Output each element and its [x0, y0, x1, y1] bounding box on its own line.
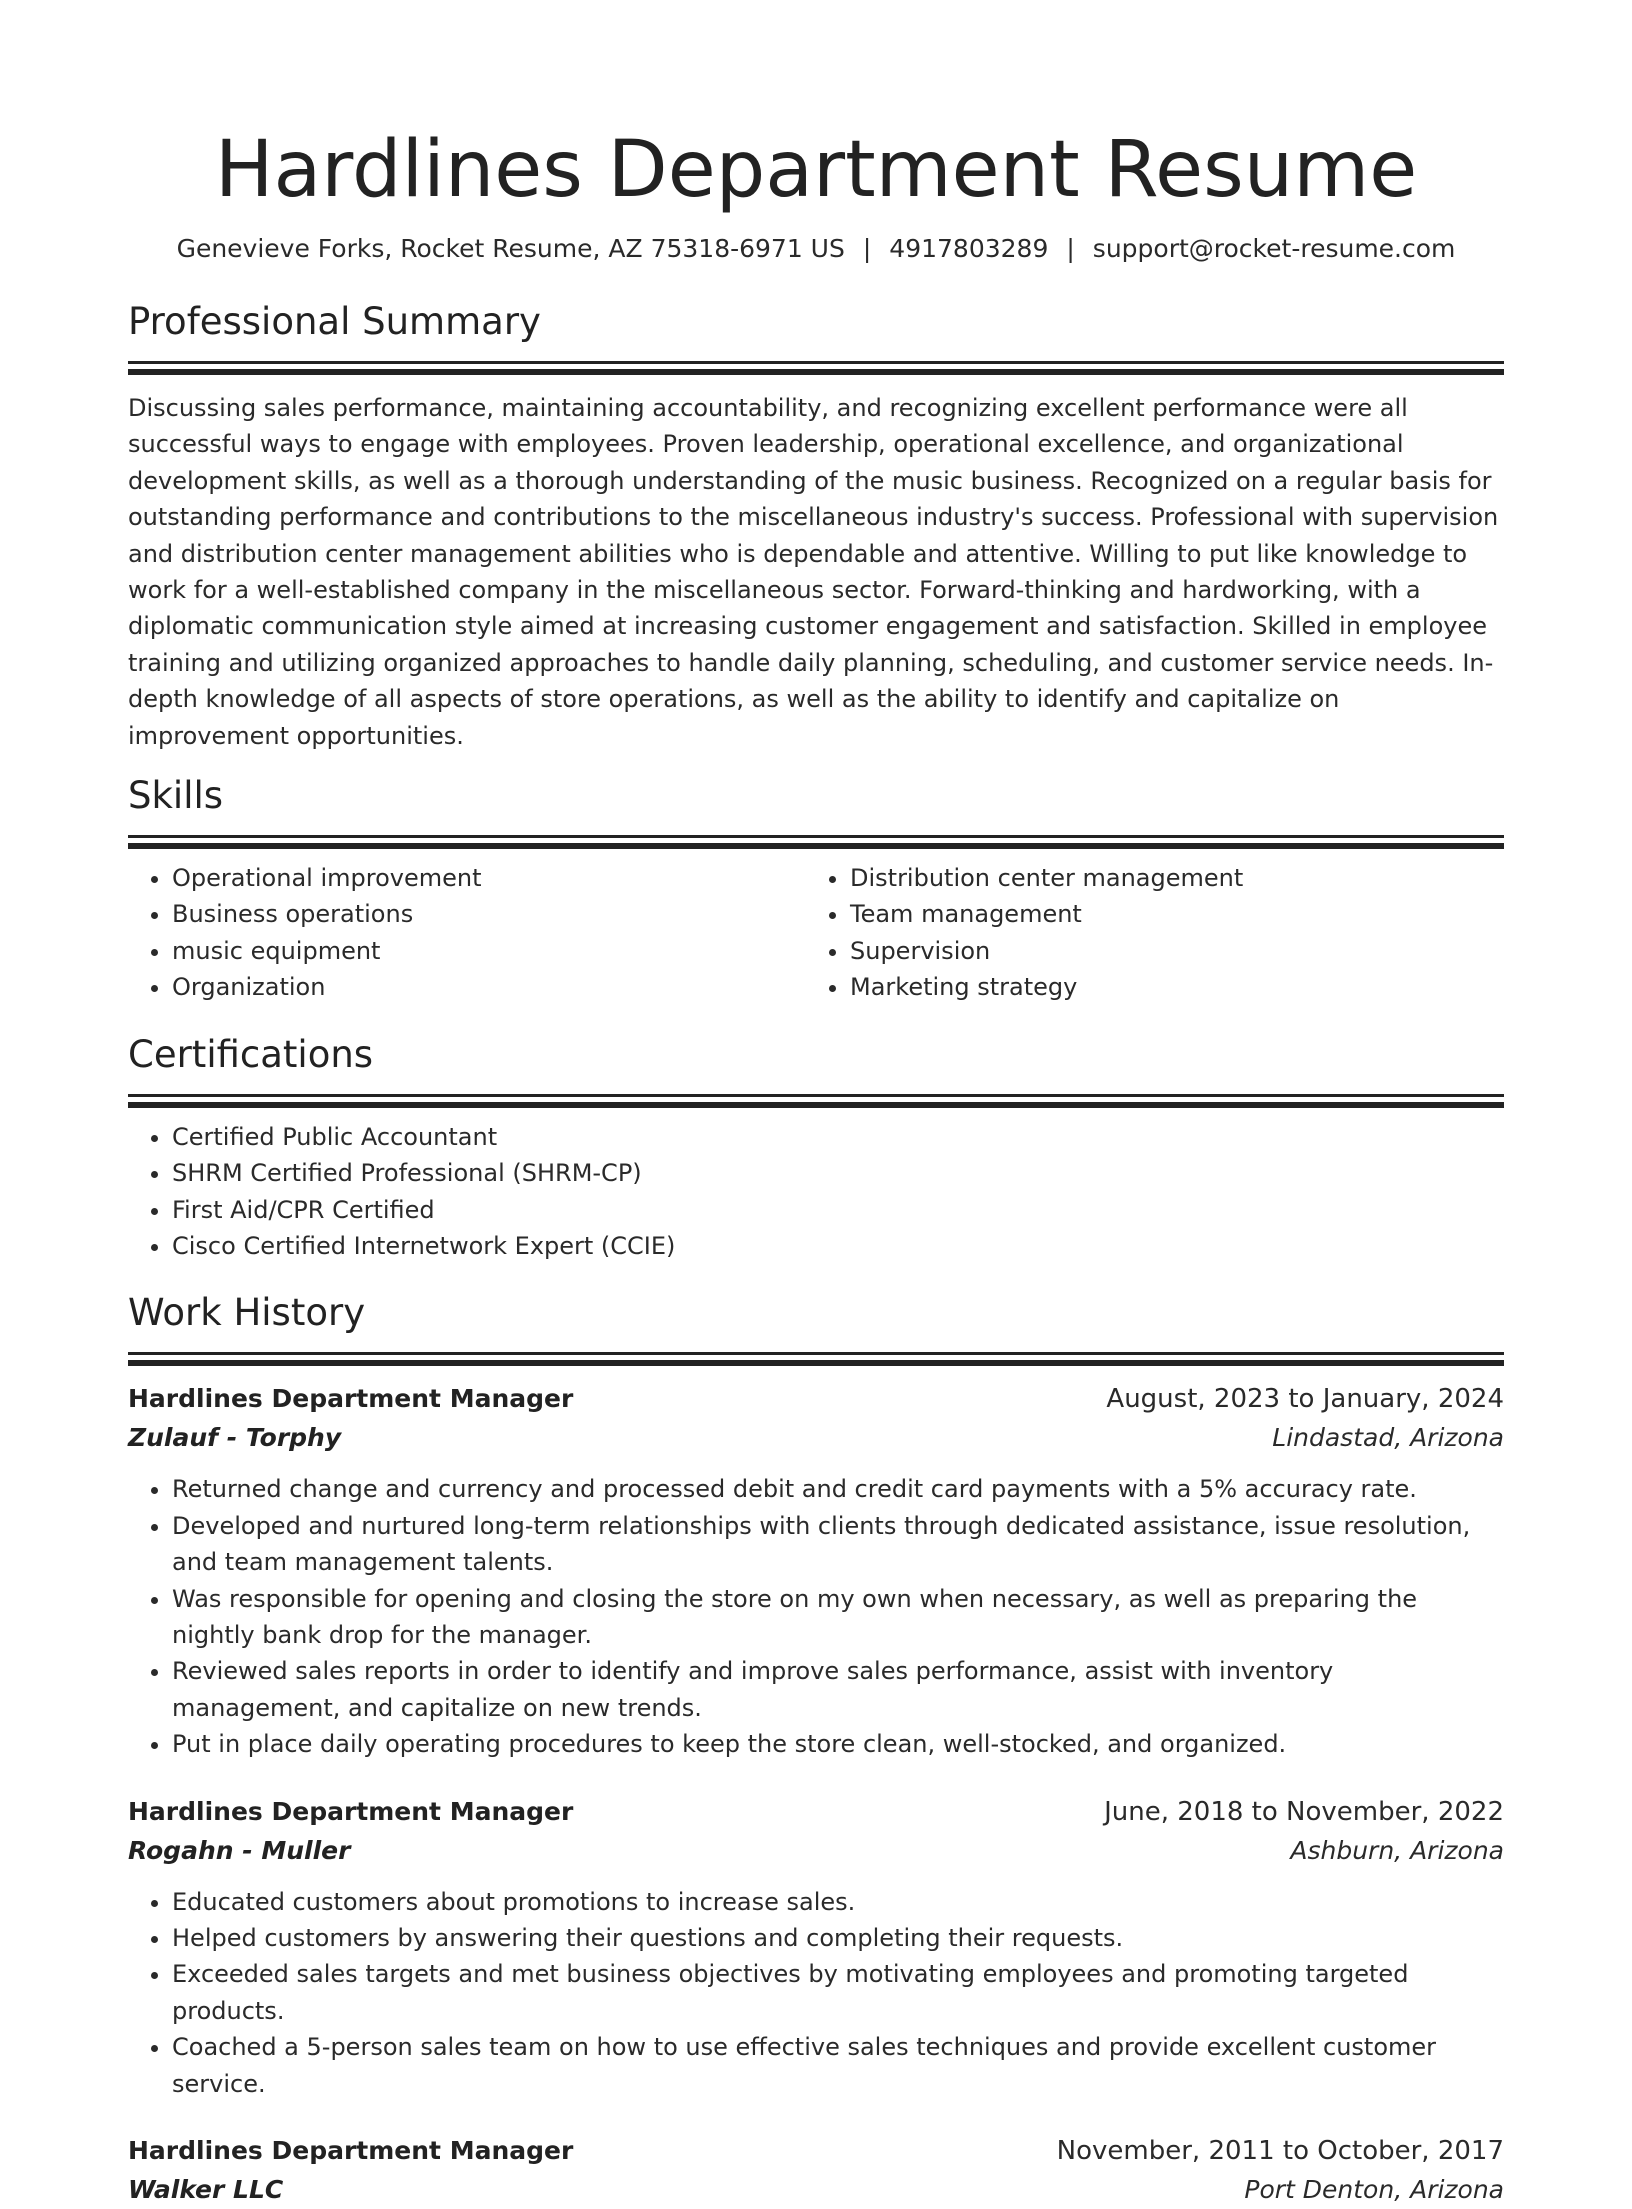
- job-dates: June, 2018 to November, 2022: [1104, 1796, 1504, 1827]
- skill-item: • Organization: [172, 969, 806, 1005]
- job-header-row: [128, 1792, 1504, 1832]
- skill-item: • music equipment: [172, 933, 806, 969]
- job-bullet: • Exceeded sales targets and met business objectives by motivating employees and promoting targeted products.: [172, 1956, 1504, 2029]
- job-entry: [128, 2131, 1504, 2209]
- section-rule-thin: [128, 361, 1504, 364]
- job-bullet: • Reviewed sales reports in order to identify and improve sales performance, assist with inventory management, and capitalize on new trends.: [172, 1653, 1504, 1726]
- job-header-row: [128, 1379, 1504, 1419]
- work-history-section: [128, 1288, 1504, 2209]
- job-company: Rogahn - Muller: [128, 1835, 351, 1865]
- certification-item: • Cisco Certified Internetwork Expert (CCIE): [172, 1228, 1504, 1264]
- job-title: Hardlines Department Manager: [128, 2136, 574, 2165]
- job-subheader-row: [128, 1419, 1504, 1457]
- job-bullet: • Was responsible for opening and closing the store on my own when necessary, as well as preparing the nightly bank drop for the manager.: [172, 1581, 1504, 1654]
- job-location: Ashburn, Arizona: [1290, 1835, 1504, 1865]
- certification-item: • SHRM Certified Professional (SHRM-CP): [172, 1155, 1504, 1191]
- job-company: Walker LLC: [128, 2175, 284, 2204]
- job-title: Hardlines Department Manager: [128, 1796, 574, 1826]
- skills-list-right: [806, 860, 1484, 1006]
- certifications-section: [128, 1030, 1504, 1265]
- certification-item: • First Aid/CPR Certified: [172, 1192, 1504, 1228]
- job-entry: [128, 1792, 1504, 2102]
- resume-title: Hardlines Department Resume: [214, 125, 1418, 215]
- summary-text: Discussing sales performance, maintaining accountability, and recognizing excellent performance were all successful ways to engage with employees. Proven leadership, operational excellence, and organizational development skills, as well as a thorough understanding of the music business. Recognized on a regular basis for outstanding performance and contributions to the miscellaneous industry's success. Professional with supervision and distribution center management abilities who is dependable and attentive. Willing to put like knowledge to work for a well-established company in the miscellaneous sector. Forward-thinking and hardworking, with a diplomatic communication style aimed at increasing customer engagement and satisfaction. Skilled in employee training and utilizing organized approaches to handle daily planning, scheduling, and customer service needs. In-depth knowledge of all aspects of store operations, as well as the ability to identify and capitalize on improvement opportunities.: [128, 394, 1499, 750]
- contact-line: [128, 232, 1504, 266]
- skill-item: • Distribution center management: [850, 860, 1484, 896]
- job-bullets: [128, 1884, 1504, 2102]
- skill-item: • Marketing strategy: [850, 969, 1484, 1005]
- section-rule-thick: [128, 1102, 1504, 1108]
- job-bullets: [128, 1471, 1504, 1762]
- skills-column-right: [806, 860, 1484, 1006]
- skills-column-left: [128, 860, 806, 1006]
- skill-item: • Business operations: [172, 896, 806, 932]
- contact-phone: 4917803289: [889, 234, 1049, 263]
- job-location: Lindastad, Arizona: [1272, 1423, 1504, 1453]
- job-header-row: [128, 2131, 1504, 2171]
- skills-grid: [128, 860, 1504, 1006]
- contact-address: Genevieve Forks, Rocket Resume, AZ 75318-6971 US: [176, 234, 845, 263]
- skills-heading: Skills: [128, 774, 224, 818]
- skill-item: • Operational improvement: [172, 860, 806, 896]
- contact-separator: |: [862, 234, 872, 263]
- section-rule-thin: [128, 835, 1504, 838]
- skill-item: • Supervision: [850, 933, 1484, 969]
- certification-item: • Certified Public Accountant: [172, 1119, 1504, 1155]
- job-dates: November, 2011 to October, 2017: [1056, 2136, 1504, 2166]
- job-bullet: • Helped customers by answering their questions and completing their requests.: [172, 1920, 1504, 1956]
- certifications-list: [128, 1119, 1504, 1265]
- certifications-heading: Certifications: [128, 1032, 374, 1076]
- section-rule-thick: [128, 369, 1504, 375]
- skills-section: [128, 771, 1504, 1006]
- work-history-heading: Work History: [128, 1291, 366, 1335]
- contact-email[interactable]: support@rocket-resume.com: [1092, 234, 1456, 263]
- section-rule-thin: [128, 1094, 1504, 1097]
- job-subheader-row: [128, 1832, 1504, 1870]
- job-location: Port Denton, Arizona: [1244, 2175, 1504, 2204]
- job-subheader-row: [128, 2171, 1504, 2209]
- job-entry: [128, 1379, 1504, 1762]
- section-rule-thick: [128, 843, 1504, 849]
- job-company: Zulauf - Torphy: [128, 1423, 342, 1453]
- job-bullet: • Developed and nurtured long-term relationships with clients through dedicated assistance, issue resolution, and team management talents.: [172, 1508, 1504, 1581]
- summary-heading: Professional Summary: [128, 300, 541, 343]
- job-bullet: • Coached a 5-person sales team on how to use effective sales techniques and provide excellent customer service.: [172, 2029, 1504, 2102]
- job-dates: August, 2023 to January, 2024: [1106, 1384, 1504, 1415]
- summary-section: [128, 297, 1504, 754]
- section-rule-thick: [128, 1360, 1504, 1366]
- job-title: Hardlines Department Manager: [128, 1384, 574, 1414]
- job-bullet: • Returned change and currency and processed debit and credit card payments with a 5% accuracy rate.: [172, 1471, 1504, 1507]
- contact-separator: |: [1066, 234, 1075, 263]
- job-bullet: • Put in place daily operating procedures to keep the store clean, well-stocked, and organized.: [172, 1726, 1504, 1762]
- skill-item: • Team management: [850, 896, 1484, 932]
- resume-page: [128, 0, 1504, 2209]
- section-rule-thin: [128, 1352, 1504, 1355]
- job-bullet: • Educated customers about promotions to increase sales.: [172, 1884, 1504, 1920]
- skills-list-left: [128, 860, 806, 1006]
